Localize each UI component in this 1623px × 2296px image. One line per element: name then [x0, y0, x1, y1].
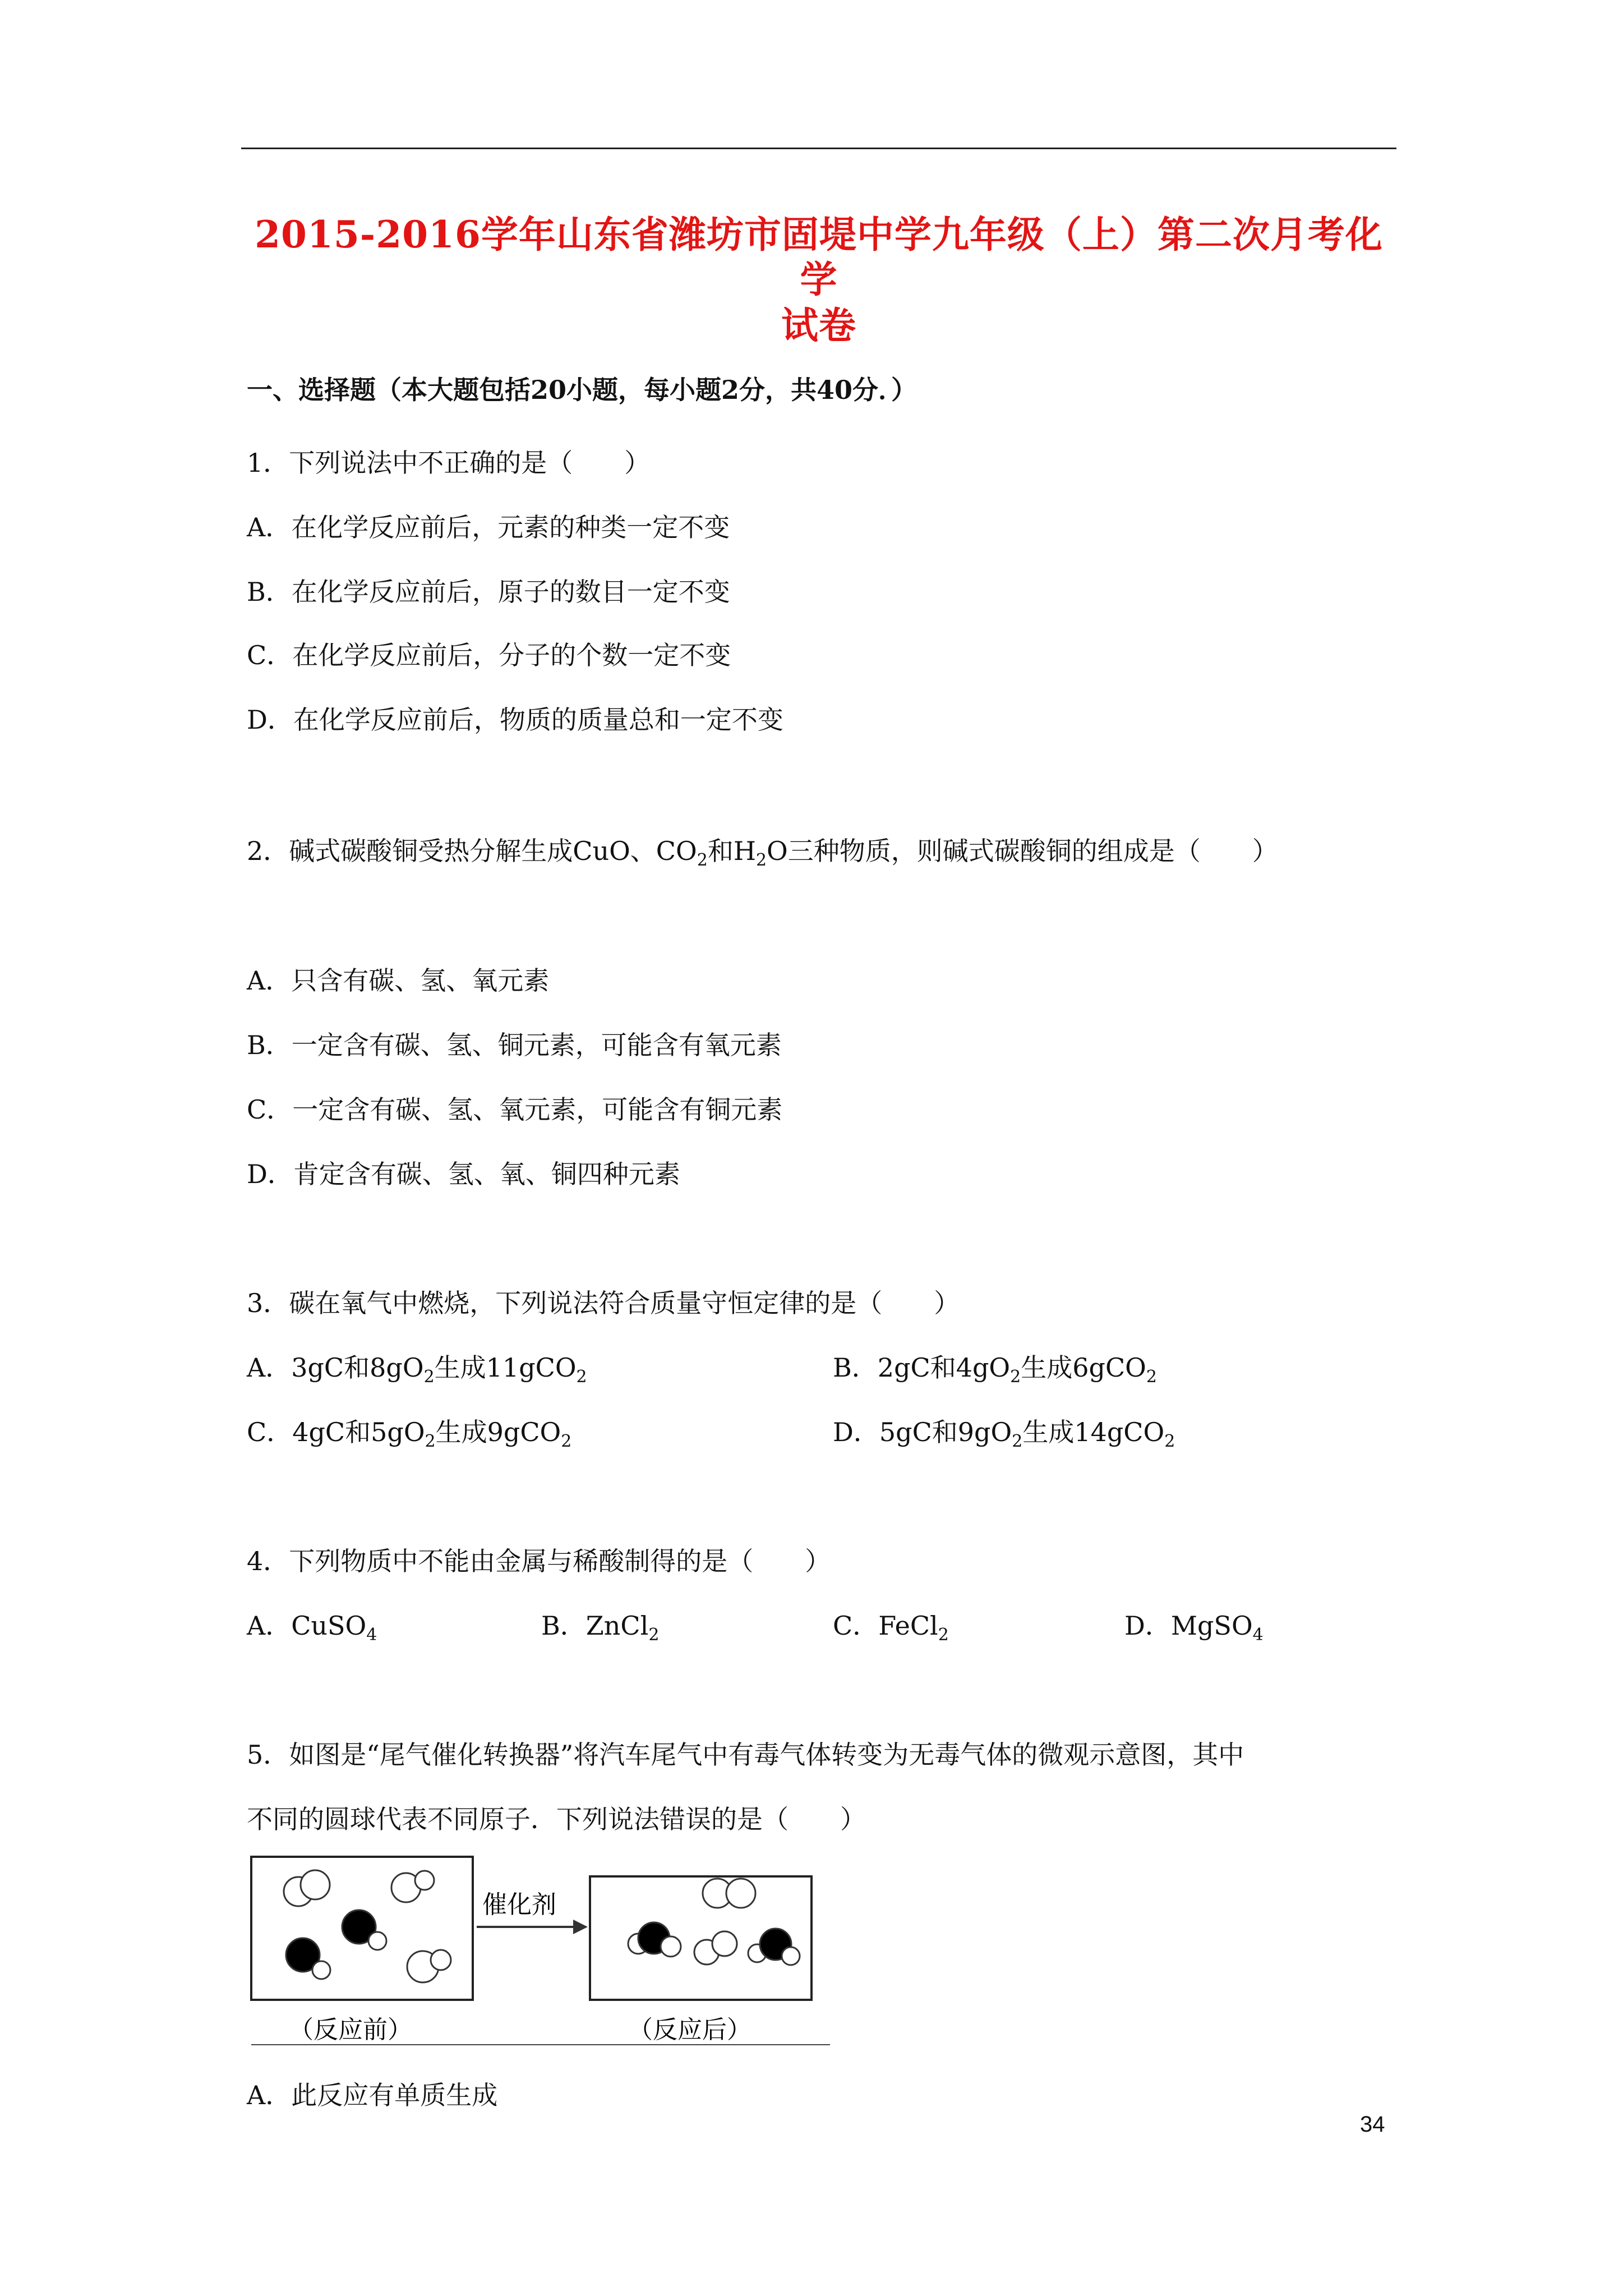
molecule-atom — [431, 1950, 451, 1970]
q4-stem: 4．下列物质中不能由金属与稀酸制得的是（ ） — [247, 1546, 831, 1576]
q3-option-d: D．5gC和$9gO_2$生成14gCO$_2$ — [833, 1417, 1175, 1451]
q4-option-c: C．FeCl$_2$ — [833, 1611, 949, 1645]
q1-stem: 1．下列说法中不正确的是（ ） — [247, 448, 651, 478]
q1-option-b: B．在化学反应前后，原子的数目一定不变 — [247, 577, 730, 607]
q5-stem-line1: 5．如图是“尾气催化转换器”将汽车尾气中有毒气体转变为无毒气体的微观示意图，其中 — [247, 1740, 1244, 1770]
q1-option-c: C．在化学反应前后，分子的个数一定不变 — [247, 640, 731, 670]
header-rule — [241, 148, 1396, 149]
q1-option-d: D．在化学反应前后，物质的质量总和一定不变 — [247, 705, 783, 735]
q4-option-b: B．ZnCl$_2$ — [541, 1611, 660, 1645]
molecule-atom — [301, 1870, 330, 1899]
q1-option-a: A．在化学反应前后，元素的种类一定不变 — [247, 512, 730, 542]
q3-option-c: C．4gC和$5gO_2$生成9gCO$_2$ — [247, 1417, 572, 1451]
q2-option-c: C．一定含有碳、氢、氧元素，可能含有铜元素 — [247, 1094, 783, 1125]
molecule-atom — [782, 1947, 800, 1965]
q3-option-a: A．3gC和$8gO_2$生成11gCO$_2$ — [247, 1352, 587, 1387]
catalytic-converter-diagram — [247, 1851, 830, 2047]
q2-option-d: D．肯定含有碳、氢、氧、铜四种元素 — [247, 1159, 680, 1189]
q5-option-a: A．此反应有单质生成 — [247, 2080, 498, 2110]
molecule-atom — [368, 1932, 386, 1950]
molecule-atom — [415, 1871, 434, 1890]
q2-option-a: A．只含有碳、氢、氧元素 — [247, 965, 550, 996]
page-number: 34 — [1360, 2112, 1385, 2137]
q4-option-d: D．MgSO$_4$ — [1124, 1611, 1264, 1645]
molecule-atom — [661, 1936, 681, 1957]
arrow-head — [573, 1920, 588, 1934]
q5-stem-line2: 不同的圆球代表不同原子．下列说法错误的是（ ） — [247, 1804, 866, 1834]
q2-option-b: B．一定含有碳、氢、铜元素，可能含有氧元素 — [247, 1030, 782, 1060]
section-heading: 一、选择题（本大题包括20小题，每小题2分，共40分．） — [247, 375, 917, 405]
after-label: （反应后） — [628, 2016, 751, 2044]
before-label: （反应前） — [289, 2016, 412, 2044]
catalyst-label: 催化剂 — [482, 1890, 556, 1919]
q3-option-b: B．2gC和$4gO_2$生成6gCO$_2$ — [833, 1352, 1157, 1387]
q4-option-a: A．CuSO$_4$ — [247, 1611, 377, 1645]
molecule-atom — [312, 1961, 330, 1979]
document-title-line1: 2015-2016学年山东省潍坊市固堤中学九年级（上）第二次月考化学 — [255, 213, 1383, 301]
molecule-atom — [726, 1879, 755, 1908]
document-title-line2: 试卷 — [781, 303, 856, 347]
q3-stem: 3．碳在氧气中燃烧，下列说法符合质量守恒定律的是（ ） — [247, 1288, 960, 1318]
molecule-atom — [712, 1931, 737, 1956]
q2-stem: 2．碱式碳酸铜受热分解生成CuO、$CO_2$和$H_2O$三种物质，则碱式碳酸铜的组成是（ ） — [247, 836, 1278, 870]
